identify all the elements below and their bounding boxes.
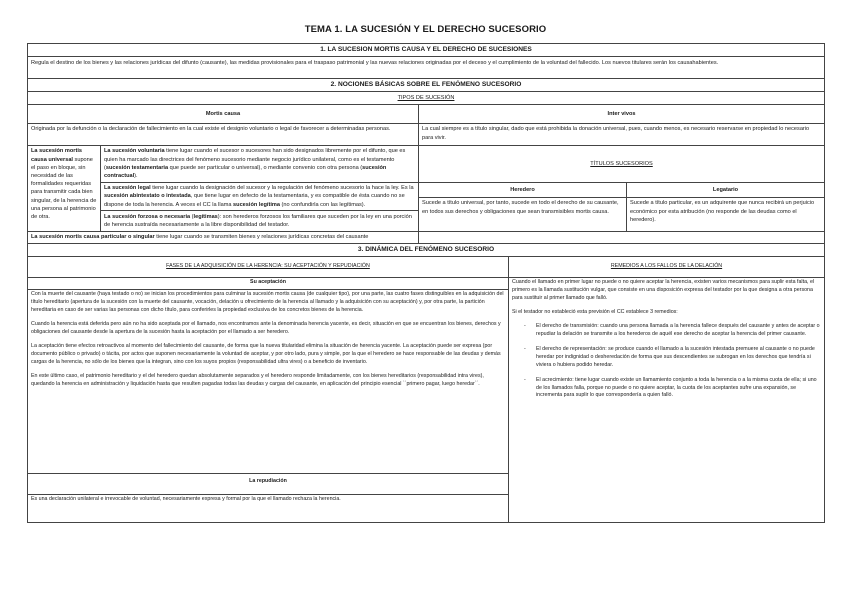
- document-page: [27, 18, 824, 523]
- section1-text: Regula el destino de los bienes y las relaciones jurídicas del difunto (causante), las medidas provisionales para el traspaso patrimonial y las nuevas relaciones originadas por el deceso y el cumplimiento de la voluntad del fallecido. Los nuevos titulares serán los causahabientes.: [28, 57, 825, 79]
- tipos-sucesion-heading: TIPOS DE SUCESIÓN: [28, 92, 825, 104]
- legal-text-1: tiene lugar cuando la designación del sucesor y la regulación del fenómeno sucesorio la hace la ley. Es la: [150, 185, 414, 192]
- section3-heading: 3. DINÁMICA DEL FENÓMENO SUCESORIO: [28, 243, 825, 256]
- forzosa-text-2: ): son herederos forzosos los familiares que suceden por la ley en una porción de herencia sustraída necesariamente a la libre disponibilidad del testador.: [104, 213, 412, 228]
- sucesion-voluntaria-cell: [101, 145, 419, 182]
- section1-heading: 1. LA SUCESION MORTIS CAUSA Y EL DERECHO DE SUCESIONES: [28, 44, 825, 57]
- legal-text-2: , que tiene lugar en defecto de la testamentaria, y es compatible de ésta cuando no se dispone de toda la herencia. A veces el CC la llama: [104, 193, 405, 208]
- fases-inner-table: [28, 278, 508, 522]
- sucesion-contractual-label: sucesión contractual: [104, 164, 387, 179]
- sucesion-universal-cell: [28, 145, 101, 231]
- sucesion-testamentaria-label: sucesión testamentaria: [105, 164, 169, 171]
- aceptacion-paragraph-3: La aceptación tiene efectos retroactivos al momento del fallecimiento del causante, de forma que la nueva titularidad elimina la situación de herencia yacente. La aceptación puede ser expresa (por documento público o privado) o tácita, por actos que suponen necesariamente la voluntad de aceptar, y por otro lado, pura y simple, por la que el heredero se hace responsable de las deudas y demás cargas de la herencia, no sólo de los bienes que la integran, sino con los suyos propios (responsabilidad ultra vires) o a beneficio de inventario.: [31, 342, 501, 365]
- sucesion-legitima-label: sucesión legítima: [233, 201, 280, 208]
- aceptacion-paragraph-4: En este último caso, el patrimonio hereditario y el del heredero quedan absolutamente separados y el heredero responde limitadamente, con los bienes hereditarios (responsabilidad intra vires), quedando la herencia en administración y liquidación hasta que resulten pagadas todas las deudas y cargas del causante, en aplicación del principio esencial ``primero pagar, luego heredar´´.: [31, 372, 484, 387]
- empty-cell: [419, 231, 825, 243]
- particular-text: tiene lugar cuando se transmiten bienes y relaciones jurídicas concretas del causante: [154, 234, 369, 241]
- bottom-table: [27, 256, 825, 523]
- titulos-sucesorios-heading: TÍTULOS SUCESORIOS: [419, 145, 825, 182]
- heredero-heading: Heredero: [419, 182, 627, 197]
- legatario-text: Sucede a título particular, es un adquirente que nunca recibirá un perjuicio económico por esta atribución (no responde de las deudas como el heredero).: [627, 197, 825, 231]
- universal-label: La sucesión mortis causa universal: [31, 148, 82, 163]
- mortis-causa-heading: Mortis causa: [28, 104, 419, 123]
- remedios-cell: [509, 277, 825, 522]
- legal-text-3: (no confundirla con las legítimas).: [280, 201, 366, 208]
- repudiacion-heading: La repudiación: [28, 473, 508, 494]
- remedio-transmision: - El derecho de transmisión: cuando una persona llamada a la herencia fallece después del causante y antes de aceptar o repudiar la delación se transmite a los herederos de aquél ese derecho de aceptar la herencia del primer causante.: [526, 323, 821, 339]
- inter-vivos-text: La cual siempre es a título singular, dado que está prohibida la donación universal, pues, cuando menos, es necesario reservarse en propiedad lo necesario para vivir.: [419, 123, 825, 145]
- legatario-heading: Legatario: [627, 182, 825, 197]
- remedios-paragraph-2: Si el testador no estableció esta previsión el CC establece 3 remedios:: [512, 309, 678, 316]
- top-table: [27, 43, 825, 257]
- legal-label: La sucesión legal: [104, 185, 151, 192]
- sucesion-particular-cell: [28, 231, 419, 243]
- forzosa-text-1: (: [190, 213, 194, 220]
- voluntaria-text-2: que puede ser particular o universal), o mediante convenio con otra persona (: [168, 164, 363, 171]
- remedio-representacion: - El derecho de representación: se produce cuando el llamado a la sucesión intestada premuere al causante o no puede heredar por indignidad o desheredación de forma que sus descendientes se subrogan en los derechos que tendría si viviera o hubiera podido heredar.: [526, 346, 821, 370]
- aceptacion-paragraph-1: Con la muerte del causante (haya testado o no) se inician los procedimientos para culminar la sucesión mortis causa (de cualquier tipo), por una parte, las cuatro fases distinguibles en la adquisición del título hereditario (apertura de la sucesión con la muerte del causante, vocación, delación u ofrecimiento de la herencia al llamado y la adquisición con su aceptación) y, por otra parte, la partición hereditaria en caso de ser varias las personas con dicho título, para conferirles la propiedad exclusiva de los concretos bienes de la herencia.: [31, 291, 504, 314]
- sucesion-forzosa-cell: [101, 211, 419, 231]
- aceptacion-body: [28, 289, 508, 473]
- remedios-list: [512, 323, 821, 400]
- fases-cell: [28, 277, 509, 522]
- document-title: TEMA 1. LA SUCESIÓN Y EL DERECHO SUCESORIO: [304, 24, 547, 35]
- repudiacion-text: Es una declaración unilateral e irrevocable de voluntad, necesariamente expresa y formal por la que el llamado rechaza la herencia.: [28, 494, 508, 522]
- voluntaria-text-3: ).: [134, 172, 138, 179]
- remedio-acrecimiento: - El acrecimiento: tiene lugar cuando existe un llamamiento conjunto a toda la herencia o a la misma cuota de ella; si uno de los llamados falla, porque no puede o no quiere aceptar, la cuota de los aceptantes sufre una expansión, se incrementa para suplir lo que correspondería a quien falló.: [526, 377, 821, 401]
- fases-heading: FASES DE LA ADQUISICIÓN DE LA HERENCIA: SU ACEPTACIÓN Y REPUDIACIÓN: [28, 257, 509, 278]
- abintestato-label: sucesión abintestato o intestada: [104, 193, 191, 200]
- aceptacion-heading: Su aceptación: [28, 278, 508, 289]
- heredero-text: Sucede a título universal, por tanto, sucede en todo el derecho de su causante, en todos sus derechos y obligaciones que sean transmisibles mortis causa.: [419, 197, 627, 231]
- universal-text: supone el paso en bloque, sin necesidad de las formalidades requeridas para transmitir cada bien singular, de la herencia de una persona al patrimonio de otra.: [31, 156, 97, 220]
- sucesion-legal-cell: [101, 182, 419, 211]
- legitimas-label: legítimas: [193, 213, 218, 220]
- mortis-causa-text: Originada por la defunción o la declaración de fallecimiento en la cual existe el designio voluntario o legal de favorecer a determinadas personas.: [28, 123, 419, 145]
- particular-label: La sucesión mortis causa particular o singular: [31, 234, 155, 241]
- remedios-paragraph-1: Cuando el llamado en primer lugar no puede o no quiere aceptar la herencia, existen varios mecanismos para suplir esta falta, el primero es la llamada sustitución vulgar, que consiste en una disposición expresa del testador por la que designa a otra persona para sustituir al primer llamado que falló.: [512, 279, 815, 302]
- inter-vivos-heading: Inter vivos: [419, 104, 825, 123]
- voluntaria-label: La sucesión voluntaria: [104, 148, 165, 155]
- forzosa-label: La sucesión forzosa o necesaria: [104, 213, 191, 220]
- voluntaria-text-1: tiene lugar cuando el sucesor o sucesores han sido designados libremente por el difunto, que es quien ha marcado las directrices del fenómeno sucesorio mediante negocio jurídico unilateral, como es el testamento (: [104, 148, 406, 171]
- aceptacion-paragraph-2: Cuando la herencia está deferida pero aún no ha sido aceptada por el llamado, nos encontramos ante la denominada herencia yacente, es decir, situación en que se encuentran los bienes, derechos y obligaciones del causante desde la apertura de la sucesión hasta la aceptación por el llamado a ser heredero.: [31, 321, 501, 335]
- remedios-heading: REMEDIOS A LOS FALLOS DE LA DELACIÓN: [509, 257, 825, 278]
- section2-heading: 2. NOCIONES BÁSICAS SOBRE EL FENÓMENO SUCESORIO: [28, 79, 825, 92]
